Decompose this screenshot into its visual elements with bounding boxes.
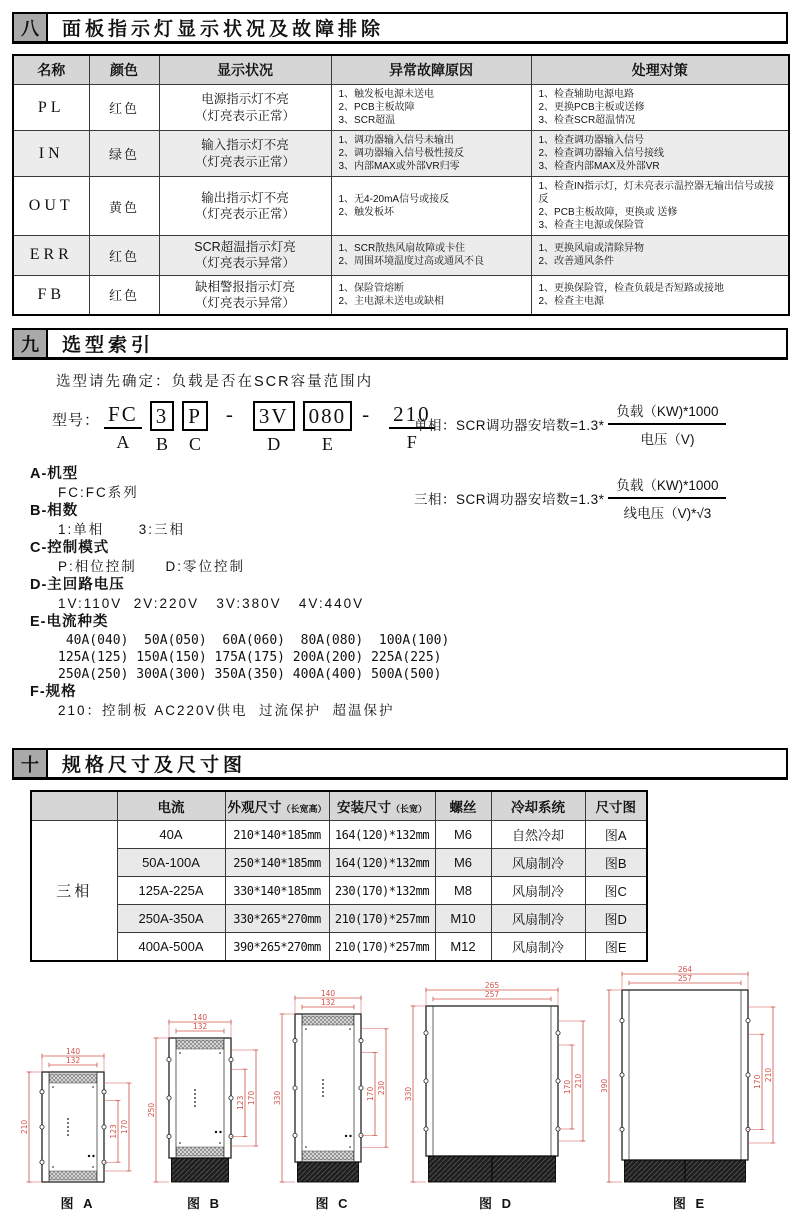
legend-a-line: FC:FC系列 (58, 485, 139, 501)
phase-group: 三相 (31, 821, 117, 962)
svg-text:390: 390 (600, 1078, 609, 1094)
code-part-210: 210 F (389, 401, 435, 453)
svg-text:250: 250 (146, 1102, 156, 1118)
legend-f-line: 210：控制板 AC220V供电 过流保护 超温保护 (58, 703, 395, 719)
legend-b-title: B-相数 (30, 503, 79, 520)
figure-a-drawing (18, 1048, 138, 1191)
selection-intro: 选型请先确定：负载是否在SCR容量范围内 (56, 374, 374, 390)
legend-d-line: 1V:110V 2V:220V 3V:380V 4V:440V (58, 596, 365, 612)
led-row-in (13, 131, 789, 177)
legend-b-line: 1:单相 3:三相 (58, 522, 186, 538)
svg-text:210: 210 (20, 1119, 29, 1135)
cell-appearance: 330*265*270mm (225, 905, 329, 933)
indicator-name: FB (13, 275, 89, 315)
led-row-out (13, 177, 789, 236)
led-row-pl (13, 85, 789, 131)
fault-causes: 1、触发板电源未送电 2、PCB主板故障 3、SCR超温 (331, 85, 531, 131)
figure-d-drawing (402, 982, 592, 1191)
led-row-fb (13, 275, 789, 315)
fault-actions: 1、检查IN指示灯，灯未亮表示温控器无输出信号或接反 2、PCB主板故障，更换或 送修 3、检查主电源或保险管 (531, 177, 789, 236)
svg-text:123: 123 (109, 1124, 118, 1139)
three-phase-formula: 三相：SCR调功器安培数=1.3* $\frac{\text{负载（KW)*1000}}{\text{线电压（V)*√3}}$ (414, 474, 786, 522)
cell-current: 125A-225A (117, 877, 225, 905)
svg-text:330: 330 (273, 1090, 282, 1106)
cell-cooling: 风扇制冷 (491, 849, 585, 877)
section9-number: 九 (14, 330, 48, 357)
col-status: 显示状况 (159, 55, 331, 85)
col-color: 颜色 (89, 55, 159, 85)
col-cooling: 冷却系统 (491, 791, 585, 821)
indicator-status: 电源指示灯不亮 （灯亮表示正常） (159, 85, 331, 131)
section9-header (12, 328, 788, 360)
fault-actions: 1、更换风扇或清除异物 2、改善通风条件 (531, 236, 789, 276)
legend-c-title: C-控制模式 (30, 540, 110, 557)
fault-actions: 1、检查辅助电源电路 2、更换PCB主板或送修 3、检查SCR超温情况 (531, 85, 789, 131)
col-cause: 异常故障原因 (331, 55, 531, 85)
svg-text:123: 123 (235, 1095, 245, 1110)
dimension-figures (12, 966, 788, 1212)
figure-a-label: 图 A (60, 1196, 96, 1211)
led-row-err (13, 236, 789, 276)
cell-figure: 图D (585, 905, 647, 933)
legend-d-title: D-主回路电压 (30, 577, 125, 594)
figure-b-label: 图 B (186, 1196, 222, 1211)
indicator-name: IN (13, 131, 89, 177)
col-corner (31, 791, 117, 821)
cell-current: 250A-350A (117, 905, 225, 933)
svg-text:170: 170 (120, 1119, 129, 1135)
cell-cooling: 风扇制冷 (491, 877, 585, 905)
col-action: 处理对策 (531, 55, 789, 85)
col-install: 安装尺寸（长宽） (329, 791, 435, 821)
svg-text:132: 132 (192, 1022, 207, 1032)
indicator-color: 黄色 (89, 177, 159, 236)
dimension-drawing (18, 1048, 138, 1186)
section8-title: 面板指示灯显示状况及故障排除 (62, 19, 385, 40)
spec-row-50-100a (31, 849, 647, 877)
cell-install: 230(170)*132mm (329, 877, 435, 905)
cell-appearance: 250*140*185mm (225, 849, 329, 877)
cell-screw: M8 (435, 877, 491, 905)
svg-text:257: 257 (484, 990, 499, 1000)
indicator-color: 红色 (89, 85, 159, 131)
figure-c-label: 图 C (315, 1196, 351, 1211)
figure-e-label: 图 E (672, 1196, 708, 1211)
cell-install: 210(170)*257mm (329, 905, 435, 933)
code-part-fc: FC A (104, 401, 142, 453)
cell-appearance: 330*140*185mm (225, 877, 329, 905)
svg-text:257: 257 (677, 974, 693, 984)
figure-b-drawing (145, 1014, 265, 1191)
legend-e-line3: 250A(250) 300A(300) 350A(350) 400A(400) 500A(500) (58, 667, 442, 683)
spec-table (30, 790, 648, 962)
figure-b (145, 1014, 265, 1212)
section10-number: 十 (14, 750, 48, 777)
cell-install: 210(170)*257mm (329, 933, 435, 962)
code-dash: - (362, 402, 372, 426)
col-figure: 尺寸图 (585, 791, 647, 821)
fault-causes: 1、SCR散热风扇故障或卡住 2、周围环境温度过高或通风不良 (331, 236, 531, 276)
figure-c-drawing (271, 990, 395, 1191)
dimension-drawing (598, 966, 782, 1186)
cell-current: 400A-500A (117, 933, 225, 962)
svg-text:170: 170 (366, 1086, 375, 1102)
figure-e-drawing (598, 966, 782, 1191)
spec-row-250-350a (31, 905, 647, 933)
fraction: $\frac{\text{负载（KW)*1000}}{\text{电压（V)}}$ (608, 400, 726, 448)
led-indicator-table (12, 54, 790, 316)
cell-screw: M6 (435, 849, 491, 877)
legend-e-line2: 125A(125) 150A(150) 175A(175) 200A(200) 225A(225) (58, 650, 442, 666)
indicator-color: 红色 (89, 275, 159, 315)
section8-number: 八 (14, 14, 48, 41)
dimension-drawing (145, 1014, 265, 1186)
dimension-drawing (402, 982, 592, 1186)
svg-text:140: 140 (192, 1013, 207, 1023)
code-dash: - (225, 402, 235, 426)
section10-header (12, 748, 788, 780)
cell-figure: 图A (585, 821, 647, 849)
indicator-status: 输出指示灯不亮 （灯亮表示正常） (159, 177, 331, 236)
single-phase-formula: 单相：SCR调功器安培数=1.3* $\frac{\text{负载（KW)*1000}}{\text{电压（V)}}$ (414, 400, 786, 448)
figure-c (271, 990, 395, 1212)
svg-text:140: 140 (65, 1047, 81, 1057)
svg-text:132: 132 (320, 998, 336, 1008)
spec-row-40a (31, 821, 647, 849)
cell-appearance: 210*140*185mm (225, 821, 329, 849)
legend-c-line: P:相位控制 D:零位控制 (58, 559, 246, 575)
svg-text:132: 132 (65, 1056, 81, 1066)
indicator-name: ERR (13, 236, 89, 276)
cell-install: 164(120)*132mm (329, 849, 435, 877)
indicator-status: SCR超温指示灯亮 （灯亮表示异常） (159, 236, 331, 276)
code-part-080: 080 E (303, 401, 353, 455)
fault-causes: 1、无4-20mA信号或接反 2、触发板坏 (331, 177, 531, 236)
svg-text:264: 264 (677, 965, 693, 975)
code-part-3v: 3V D (253, 401, 295, 455)
model-label: 型号： (52, 412, 101, 429)
figure-d (402, 982, 592, 1212)
legend-e-title: E-电流种类 (30, 614, 109, 631)
code-part-3: 3 B (150, 401, 175, 455)
indicator-status: 缺相警报指示灯亮 （灯亮表示异常） (159, 275, 331, 315)
cell-install: 164(120)*132mm (329, 821, 435, 849)
indicator-color: 红色 (89, 236, 159, 276)
spec-row-400-500a (31, 933, 647, 962)
cell-appearance: 390*265*270mm (225, 933, 329, 962)
svg-text:170: 170 (562, 1079, 572, 1095)
section9-title: 选型索引 (62, 335, 155, 356)
cell-screw: M10 (435, 905, 491, 933)
code-part-p: P C (182, 401, 208, 455)
fault-actions: 1、检查调功器输入信号 2、检查调功器输入信号接线 3、检查内部MAX及外部VR (531, 131, 789, 177)
svg-text:210: 210 (573, 1073, 583, 1089)
cell-screw: M12 (435, 933, 491, 962)
cell-cooling: 风扇制冷 (491, 905, 585, 933)
svg-text:265: 265 (484, 981, 499, 991)
figure-a (18, 1048, 138, 1212)
fault-causes: 1、保险管熔断 2、主电源未送电或缺相 (331, 275, 531, 315)
selection-index (12, 370, 788, 748)
indicator-color: 绿色 (89, 131, 159, 177)
legend-f-title: F-规格 (30, 684, 77, 701)
fault-causes: 1、调功器输入信号未输出 2、调功器输入信号极性接反 3、内部MAX或外部VR归零 (331, 131, 531, 177)
ampere-formulas (414, 400, 786, 548)
spec-row-125-225a (31, 877, 647, 905)
indicator-name: PL (13, 85, 89, 131)
svg-text:210: 210 (764, 1067, 773, 1083)
section10-title: 规格尺寸及尺寸图 (62, 755, 247, 776)
col-name: 名称 (13, 55, 89, 85)
dimension-drawing (271, 990, 395, 1186)
svg-text:230: 230 (377, 1080, 386, 1096)
cell-current: 40A (117, 821, 225, 849)
col-screw: 螺丝 (435, 791, 491, 821)
spec-header-row (31, 791, 647, 821)
cell-screw: M6 (435, 821, 491, 849)
cell-cooling: 风扇制冷 (491, 933, 585, 962)
cell-figure: 图B (585, 849, 647, 877)
svg-text:170: 170 (753, 1074, 762, 1089)
col-appearance: 外观尺寸（长宽高） (225, 791, 329, 821)
indicator-name: OUT (13, 177, 89, 236)
figure-e (598, 966, 782, 1212)
svg-text:140: 140 (320, 989, 336, 999)
cell-figure: 图C (585, 877, 647, 905)
fraction: $\frac{\text{负载（KW)*1000}}{\text{线电压（V)*√3}}$ (608, 474, 726, 522)
cell-current: 50A-100A (117, 849, 225, 877)
section8-header (12, 12, 788, 44)
cell-figure: 图E (585, 933, 647, 962)
indicator-status: 输入指示灯不亮 （灯亮表示正常） (159, 131, 331, 177)
col-current: 电流 (117, 791, 225, 821)
led-table-header-row (13, 55, 789, 85)
figure-d-label: 图 D (478, 1196, 514, 1211)
fault-actions: 1、更换保险管，检查负载是否短路或接地 2、检查主电源 (531, 275, 789, 315)
svg-text:330: 330 (403, 1086, 413, 1102)
legend-a-title: A-机型 (30, 466, 79, 483)
cell-cooling: 自然冷却 (491, 821, 585, 849)
legend-e-line1: 40A(040) 50A(050) 60A(060) 80A(080) 100A(100) (58, 633, 450, 649)
svg-text:170: 170 (246, 1090, 256, 1106)
